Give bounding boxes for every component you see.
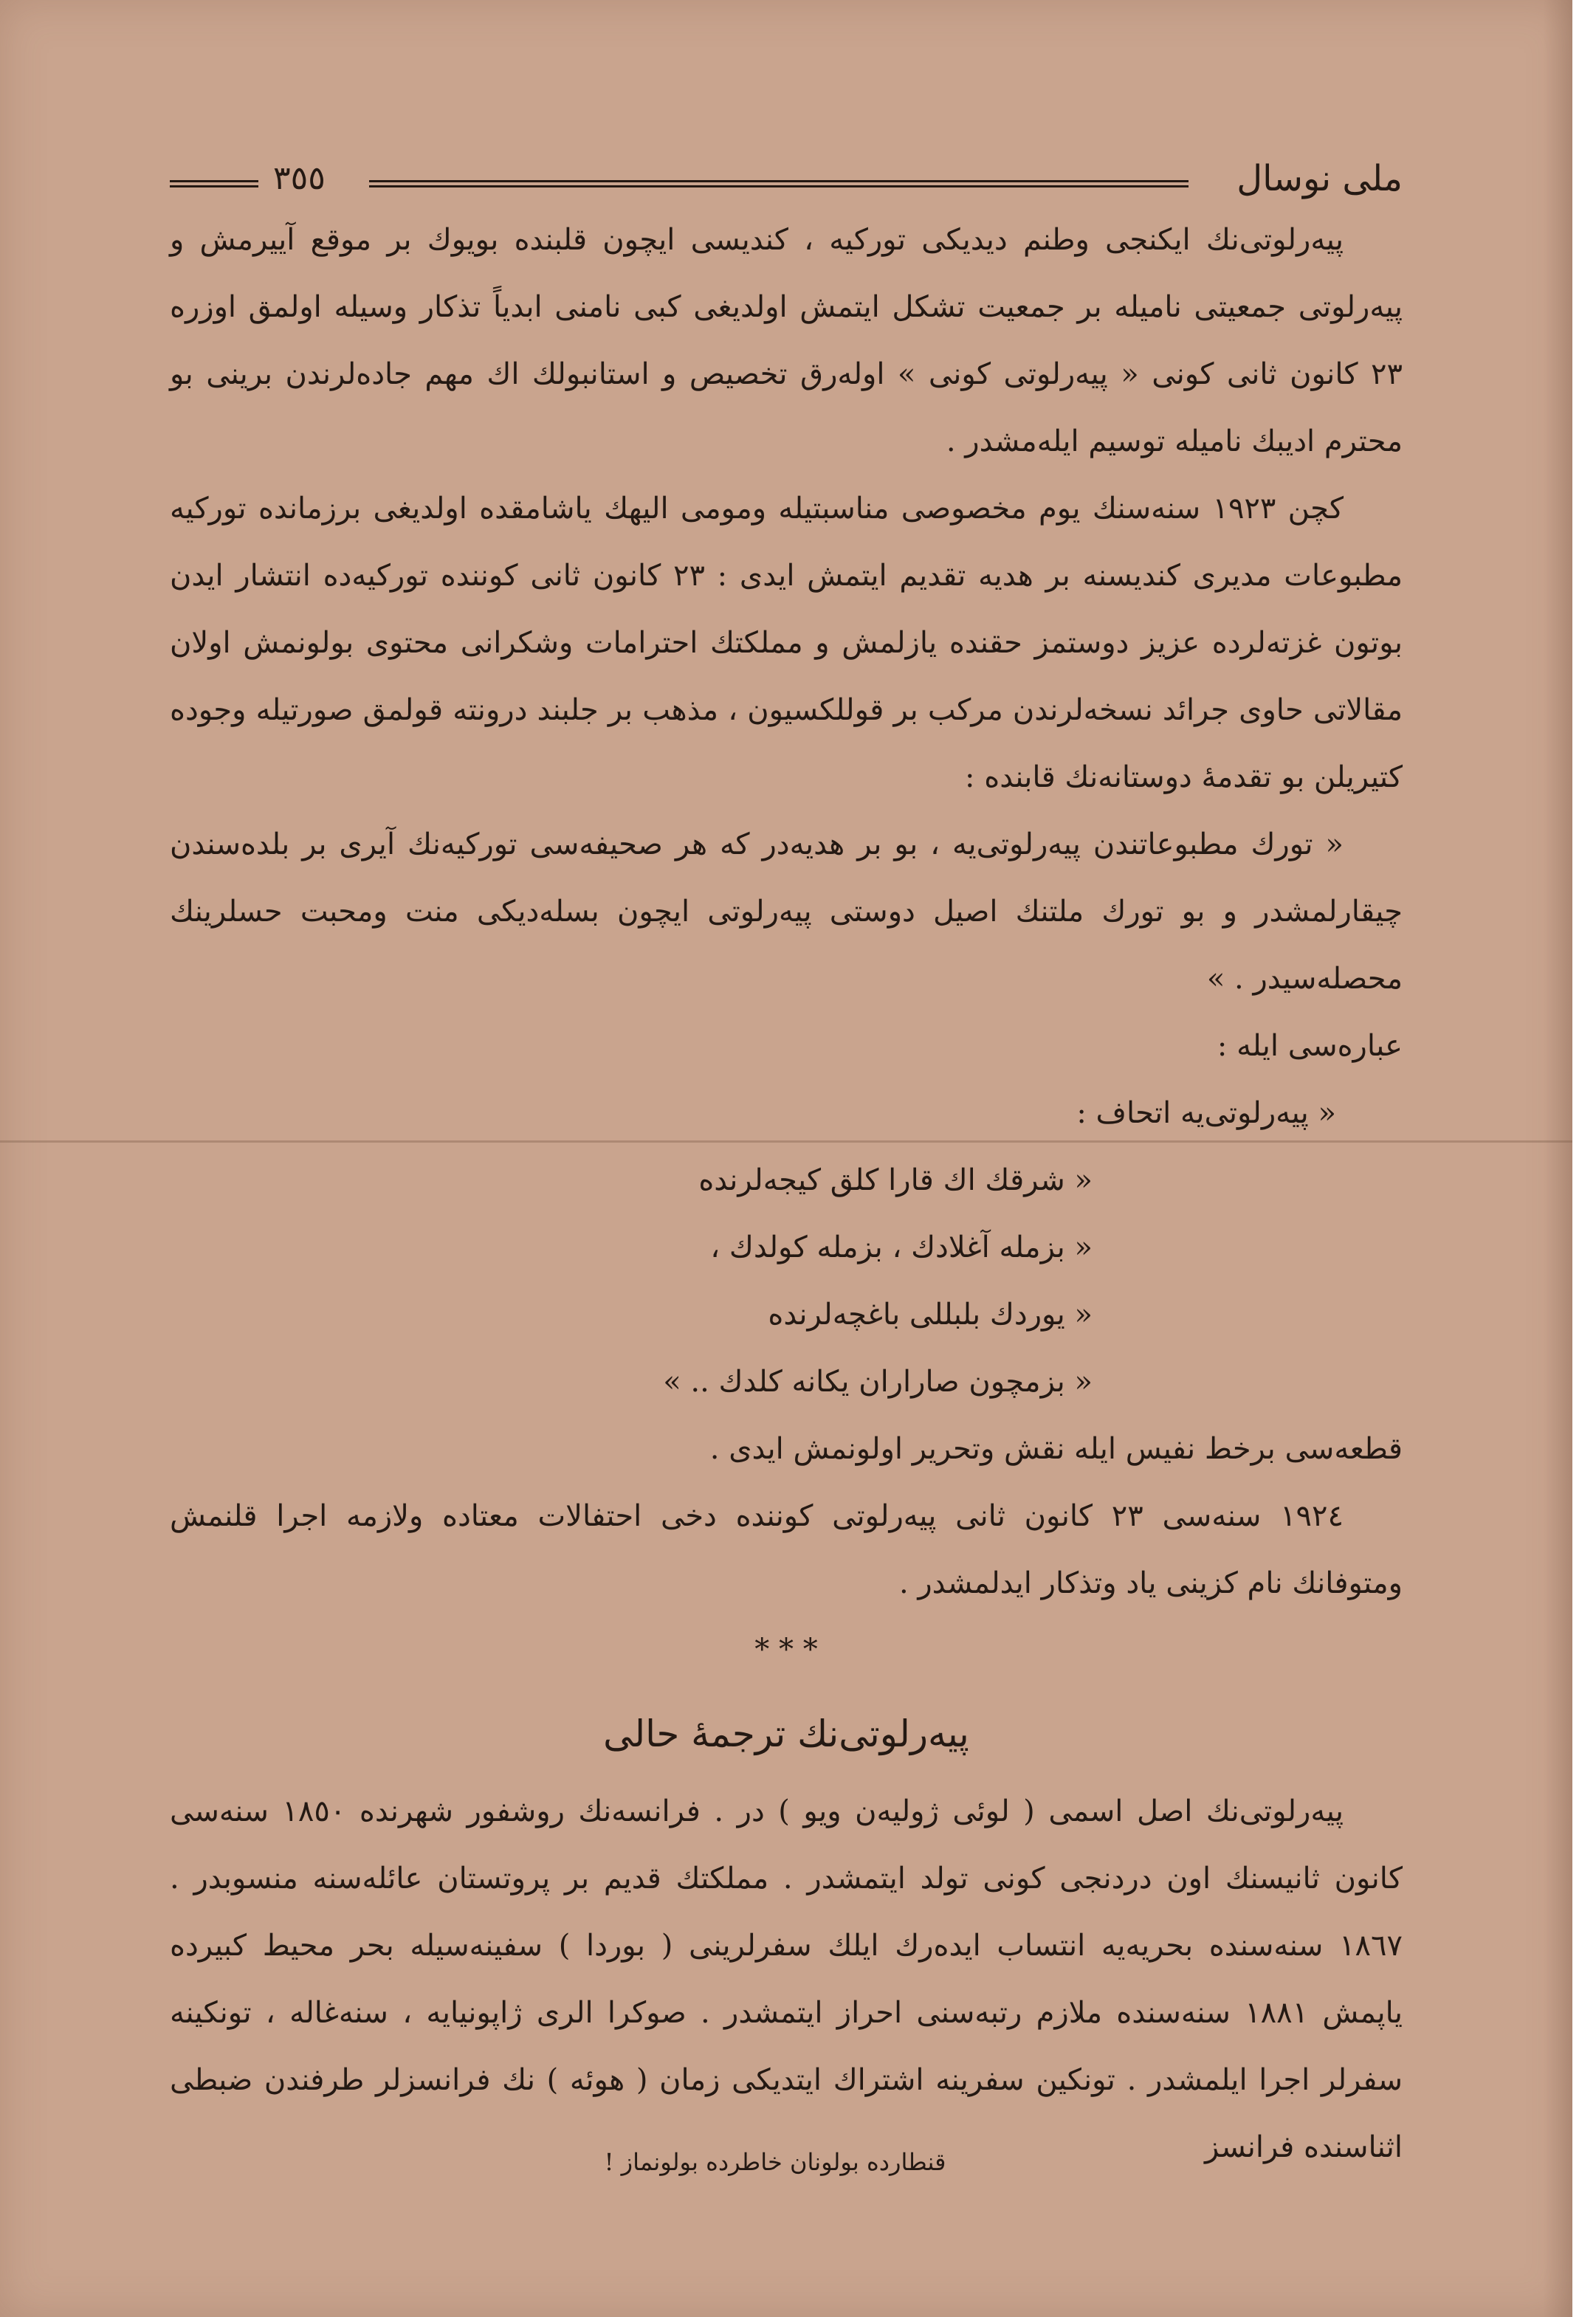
journal-title: ملی نوسال [1236, 158, 1403, 199]
paragraph-2: كچن ١٩٢٣ سنه‌سنك یوم مخصوصی مناسبتیله ومومی الیهك یاشامقده اولدیغی برزمانده توركیه مطبوعات مدیری كندیسنه بر هدیه تقدیم ایتمش ایدی : ٢٣ كانون ثانی كوننده توركیه‌ده انتشار ایدن بوتون غزته‌لرده عزیز دوستمز حقنده یازلمش و مملكتك احترامات وشكرانی محتوی بولونمش اولان مقالاتی حاوی جرائد نسخه‌لرندن مركب بر قوللكسیون ، مذهب بر جلبند درونته قولمق صورتیله وجوده كتیریلن بو تقدمهٔ دوستانه‌نك قابنده : [170, 492, 1403, 794]
page-edge-shadow [1543, 0, 1572, 2317]
page-content [170, 155, 1403, 2192]
verse-line-4: « بزمچون صاراران یكانه كلدك .. » [663, 1365, 1093, 1399]
verse-line-3: « یوردك بلبللی باغچه‌لرنده [768, 1298, 1093, 1332]
page-number: ٣٥٥ [273, 159, 326, 197]
paragraph-kitasi: قطعه‌سی برخط نفیس ایله نقش وتحریر اولونمش ایدی . [709, 1432, 1403, 1466]
section-heading: پیه‌رلوتی‌نك ترجمهٔ حالی [603, 1712, 969, 1755]
paragraph-1924: ١٩٢٤ سنه‌سی ٢٣ كانون ثانی پیه‌رلوتی كوننده دخی احتفالات معتاده ولازمه اجرا قلنمش ومتوفانك نام كزینی یاد وتذكار ایدلمشدر . [170, 1499, 1403, 1600]
biography-paragraph: پیه‌رلوتی‌نك اصل اسمی ( لوئی ژولیه‌ن ویو ) در . فرانسه‌نك روشفور شهرنده ١٨٥٠ سنه‌سی كانون ثانیسنك اون دردنجی كونی تولد ایتمشدر . مملكتك قدیم بر پروتستان عائله‌سنه منسوبدر . ١٨٦٧ سنه‌سنده بحریه‌یه انتساب ایده‌رك ایلك سفرلرینی ( بوردا ) سفینه‌سیله بحر محیط كبیرده یاپمش ١٨٨١ سنه‌سنده ملازم رتبه‌سنی احراز ایتمشدر . صوكرا الری ژاپونیایه ، سنه‌غاله ، تونكینه سفرلر اجرا ایلمشدر . تونكین سفرینه اشتراك ایتدیكی زمان ( هوئه ) نك فرانسزلر طرفندن ضبطی اثناسنده فرانسز [170, 1794, 1403, 2164]
verse-line-1: « شرقك اك قارا كلق كیجه‌لرنده [698, 1163, 1093, 1197]
footer-motto: قنطارده بولونان خاطرده بولونماز ! [604, 2148, 946, 2176]
dedication-line: « پیه‌رلوتی‌یه اتحاف : [1076, 1096, 1336, 1130]
verse-line-2: « بزمله آغلادك ، بزمله كولدك ، [710, 1230, 1093, 1264]
paragraph-1: پیه‌رلوتی‌نك ایكنجی وطنم دیدیكی توركیه ، كندیسی ایچون قلبنده بویوك بر موقع آییرمش و پیه‌رلوتی جمعیتی نامیله بر جمعیت تشكل ایتمش اولدیغی كبی نامنی ابدیاً تذكار وسیله اولمق اوزره ٢٣ كانون ثانی كونی « پیه‌رلوتی كونی » اوله‌رق تخصیص و استانبولك اك مهم جاده‌لرندن برینی بو محترم ادیبك نامیله توسیم ایله‌مشدر . [170, 223, 1403, 458]
paragraph-quote: « تورك مطبوعاتندن پیه‌رلوتی‌یه ، بو بر هدیه‌در كه هر صحیفه‌سی توركیه‌نك آیری بر بلده‌سندن چیقارلمشدر و بو تورك ملتنك اصیل دوستی پیه‌رلوتی ایچون بسله‌دیكی منت ومحبت حسلرینك محصله‌سیدر . » [170, 827, 1403, 996]
header-rule-left [170, 180, 258, 187]
section-separator: * * * [754, 1633, 818, 1667]
paragraph-ibaresi: عباره‌سی ایله : [1217, 1029, 1403, 1063]
header-rule-right [369, 180, 1189, 187]
running-header [170, 155, 1403, 207]
